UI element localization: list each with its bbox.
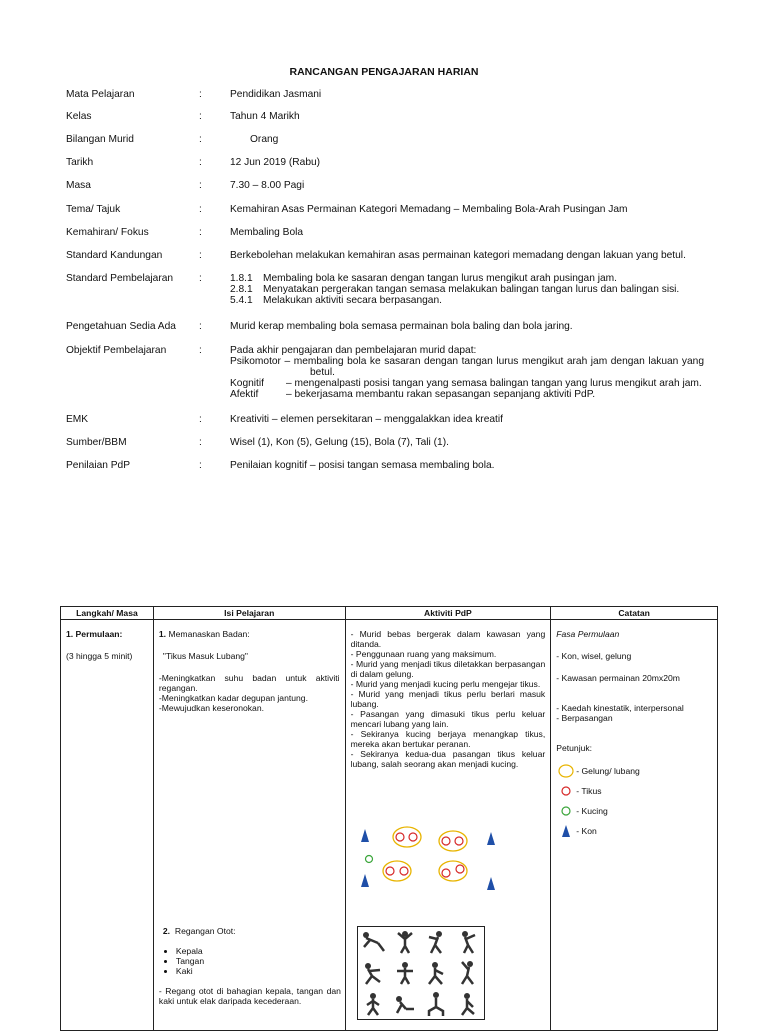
info-value: Penilaian kognitif – posisi tangan semasa membaling bola. — [230, 460, 495, 471]
list-item: - Murid yang menjadi kucing perlu mengejar tikus. — [350, 679, 541, 689]
info-value: Kreativiti – elemen persekitaran – menggalakkan idea kreatif — [230, 414, 503, 425]
legend-heading: Petunjuk: — [556, 743, 593, 753]
cone-icon — [361, 829, 369, 842]
page-title: RANCANGAN PENGAJARAN HARIAN — [289, 66, 479, 78]
mouse-icon — [386, 867, 394, 875]
cone-icon — [487, 877, 495, 890]
info-value: Berkebolehan melakukan kemahiran asas permainan kategori memadang dengan lakuan yang betul. — [230, 250, 686, 261]
stretch-figure-icon — [423, 929, 449, 955]
list-item: - Murid yang menjadi tikus perlu berlari masuk lubang. — [350, 689, 546, 709]
info-value: Tahun 4 Marikh — [230, 111, 300, 122]
list-item: -Meningkatkan kadar degupan jantung. — [158, 693, 308, 703]
list-item: - Berpasangan — [556, 713, 613, 723]
cell-catatan — [551, 620, 718, 1031]
info-label: Tarikh — [66, 157, 94, 168]
list-item: 5.4.1 Melakukan aktiviti secara berpasangan. — [230, 295, 442, 306]
list-item: -Meningkatkan suhu badan untuk aktiviti regangan. — [158, 673, 340, 693]
legend-item-cat: - Kucing — [556, 803, 712, 819]
warmup-heading: 1. Memanaskan Badan: — [158, 629, 250, 639]
stretch-figure-icon — [360, 960, 386, 986]
mouse-icon — [456, 865, 464, 873]
phase-label: Fasa Permulaan — [556, 629, 620, 639]
info-value: Membaling Bola — [230, 227, 304, 238]
info-colon: : — [199, 460, 202, 471]
stretch-figure-icon — [455, 960, 481, 986]
list-item: -Mewujudkan keseronokan. — [158, 703, 264, 713]
list-item: - Penggunaan ruang yang maksimum. — [350, 649, 497, 659]
activity-list — [351, 629, 546, 769]
mouse-icon — [442, 869, 450, 877]
info-colon: : — [199, 273, 202, 284]
table-row — [61, 620, 718, 1031]
list-item: - Kaedah kinestatik, interpersonal — [556, 703, 684, 713]
stretch-figure-icon — [360, 929, 386, 955]
cone-icon — [487, 832, 495, 845]
legend-item-mouse: - Tikus — [556, 783, 712, 799]
standard-pembelajaran-list — [230, 273, 730, 306]
info-value: Murid kerap membaling bola semasa permainan bola baling dan bola jaring. — [230, 321, 573, 332]
cell-aktiviti — [345, 620, 551, 1031]
list-item: • Kepala — [176, 946, 341, 956]
list-item: - Murid yang menjadi tikus diletakkan berpasangan di dalam gelung. — [350, 659, 546, 679]
area-note: - Kawasan permainan 20mx20m — [556, 673, 680, 683]
info-colon: : — [199, 321, 202, 332]
info-value: 12 Jun 2019 (Rabu) — [230, 157, 321, 168]
info-colon: : — [199, 414, 202, 425]
list-item: - Murid bebas bergerak dalam kawasan yang ditanda. — [350, 629, 546, 649]
cone-icon — [361, 874, 369, 887]
stretch-section: 2. Regangan Otot: • Kepala • Tangan • Kaki - Regang otot di bahagian kepala, tangan dan kaki untuk elak daripada kecederaan. — [163, 926, 341, 1006]
legend — [556, 763, 712, 839]
header-isi: Isi Pelajaran — [153, 607, 345, 620]
cat-icon — [556, 803, 576, 819]
list-item: - Pasangan yang dimasuki tikus perlu keluar mencari lubang yang lain. — [350, 709, 546, 729]
info-label: Penilaian PdP — [66, 460, 131, 471]
info-value: 7.30 – 8.00 Pagi — [230, 180, 305, 191]
info-label: Bilangan Murid — [66, 134, 134, 145]
info-label: Kelas — [66, 111, 92, 122]
info-label: Kemahiran/ Fokus — [66, 227, 149, 238]
stretch-figure-icon — [455, 929, 481, 955]
stretch-figure-icon — [392, 991, 418, 1017]
method-list — [556, 703, 712, 723]
list-item: • Kaki — [176, 966, 341, 976]
info-label: Standard Pembelajaran — [66, 273, 174, 284]
legend-item-hoop: - Gelung/ lubang — [556, 763, 712, 779]
list-item: • Tangan — [176, 956, 341, 966]
info-colon: : — [199, 227, 202, 238]
info-label: Sumber/BBM — [66, 437, 127, 448]
info-colon: : — [199, 250, 202, 261]
stretch-exercise-illustration — [357, 926, 485, 1020]
lesson-table — [60, 606, 718, 1031]
info-label: Pengetahuan Sedia Ada — [66, 321, 176, 332]
info-colon: : — [199, 134, 202, 145]
stretch-figure-icon — [455, 991, 481, 1017]
cell-isi — [153, 620, 345, 1031]
info-colon: : — [199, 111, 202, 122]
table-header-row — [61, 607, 718, 620]
cat-icon — [365, 856, 372, 863]
info-value: Pendidikan Jasmani — [230, 89, 322, 100]
list-item: - Sekiranya kedua-dua pasangan tikus keluar lubang, salah seorang akan menjadi kucing. — [350, 749, 546, 769]
header-aktiviti: Aktiviti PdP — [345, 607, 551, 620]
stretch-figure-icon — [423, 991, 449, 1017]
hoop-icon — [556, 763, 576, 779]
info-value: Wisel (1), Kon (5), Gelung (15), Bola (7), Tali (1). — [230, 437, 449, 448]
mouse-icon — [396, 833, 404, 841]
info-colon: : — [199, 157, 202, 168]
stretch-list — [163, 946, 341, 976]
info-value: Kemahiran Asas Permainan Kategori Memadang – Membaling Bola-Arah Pusingan Jam — [230, 204, 628, 215]
info-colon: : — [199, 89, 202, 100]
stretch-figure-icon — [423, 960, 449, 986]
info-label: Objektif Pembelajaran — [66, 345, 167, 356]
objektif-block: Pada akhir pengajaran dan pembelajaran murid dapat: Psikomotor – membaling bola ke sasaran dengan tangan lurus mengikut arah jam dengan lakuan yang betul. Kognitif – mengenalpasti posisi tangan yang semasa balingan tangan yang lurus mengikut arah jam. Afektif – bekerjasama membantu rakan sepasangan sepanjang aktiviti PdP. — [230, 345, 704, 400]
info-colon: : — [199, 437, 202, 448]
stretch-figure-icon — [360, 991, 386, 1017]
info-label: Tema/ Tajuk — [66, 204, 121, 215]
cone-icon — [556, 823, 576, 839]
header-catatan: Catatan — [551, 607, 718, 620]
cell-langkah — [61, 620, 154, 1031]
mouse-icon — [442, 837, 450, 845]
stretch-figure-icon — [392, 960, 418, 986]
info-label: Standard Kandungan — [66, 250, 163, 261]
step-title: 1. Permulaan: — [66, 629, 123, 639]
list-item: 1.8.1 Membaling bola ke sasaran dengan tangan lurus mengikut arah pusingan jam. — [230, 273, 617, 284]
game-layout-diagram — [357, 825, 497, 895]
stretch-figure-icon — [392, 929, 418, 955]
info-colon: : — [199, 204, 202, 215]
info-label: Masa — [66, 180, 91, 191]
stretch-note: - Regang otot di bahagian kepala, tangan dan kaki untuk elak daripada kecederaan. — [158, 986, 341, 1006]
mouse-icon — [455, 837, 463, 845]
mouse-icon — [400, 867, 408, 875]
legend-item-cone: - Kon — [556, 823, 712, 839]
list-item: 2.8.1 Menyatakan pergerakan tangan semasa melakukan balingan tangan lurus dan balingan sisi. — [230, 284, 680, 295]
header-langkah: Langkah/ Masa — [61, 607, 154, 620]
info-value: Orang — [250, 134, 279, 145]
info-label: EMK — [66, 414, 89, 425]
list-item: - Sekiranya kucing berjaya menangkap tikus, mereka akan bertukar peranan. — [350, 729, 546, 749]
info-colon: : — [199, 345, 202, 356]
mouse-icon — [409, 833, 417, 841]
mouse-icon — [556, 783, 576, 799]
step-time: (3 hingga 5 minit) — [66, 651, 133, 661]
info-colon: : — [199, 180, 202, 191]
warmup-points — [159, 673, 340, 713]
info-label: Mata Pelajaran — [66, 89, 135, 100]
equipment-note: - Kon, wisel, gelung — [556, 651, 632, 661]
game-name: "Tikus Masuk Lubang" — [162, 651, 248, 661]
